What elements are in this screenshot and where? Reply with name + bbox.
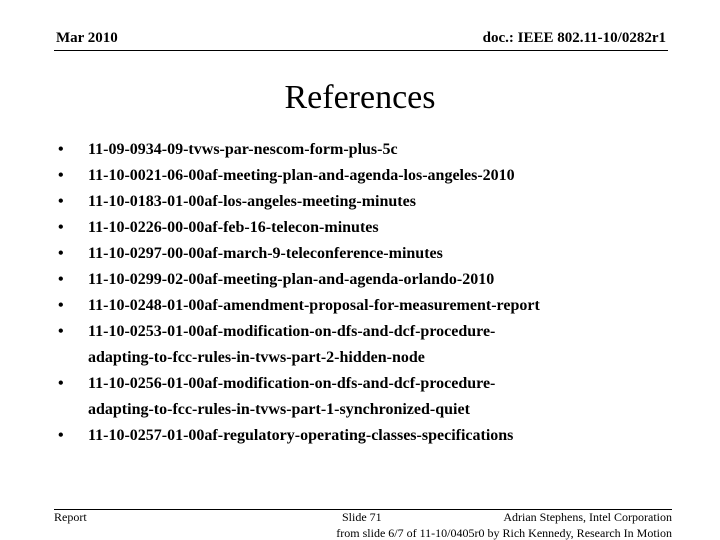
reference-item bbox=[58, 189, 678, 215]
footer-author: Adrian Stephens, Intel Corporation bbox=[503, 510, 672, 524]
reference-text bbox=[88, 293, 678, 319]
header-date: Mar 2010 bbox=[56, 30, 118, 46]
reference-item bbox=[58, 293, 678, 319]
bullet-icon: • bbox=[58, 193, 64, 210]
bullet-icon: • bbox=[58, 219, 64, 236]
bullet-icon: • bbox=[58, 375, 64, 392]
reference-text bbox=[88, 423, 678, 449]
reference-line: 11-10-0226-00-00af-feb-16-telecon-minutes bbox=[88, 219, 379, 236]
header-divider bbox=[54, 50, 668, 51]
bullet-icon: • bbox=[58, 323, 64, 340]
slide-number: Slide 71 bbox=[342, 510, 382, 524]
bullet-icon: • bbox=[58, 271, 64, 288]
reference-line: 11-10-0256-01-00af-modification-on-dfs-and-dcf-procedure- bbox=[88, 375, 496, 392]
reference-item bbox=[58, 241, 678, 267]
reference-line: 11-10-0253-01-00af-modification-on-dfs-and-dcf-procedure- bbox=[88, 323, 496, 340]
reference-item bbox=[58, 371, 678, 423]
reference-text bbox=[88, 215, 678, 241]
reference-item bbox=[58, 423, 678, 449]
reference-text bbox=[88, 241, 678, 267]
reference-item bbox=[58, 267, 678, 293]
bullet-icon: • bbox=[58, 167, 64, 184]
reference-text bbox=[88, 267, 678, 293]
reference-line: 11-10-0297-00-00af-march-9-teleconference-minutes bbox=[88, 245, 443, 262]
reference-item bbox=[58, 137, 678, 163]
reference-line: 11-10-0248-01-00af-amendment-proposal-for-measurement-report bbox=[88, 297, 540, 314]
reference-line: adapting-to-fcc-rules-in-tvws-part-1-synchronized-quiet bbox=[88, 401, 470, 418]
reference-line: 11-10-0021-06-00af-meeting-plan-and-agenda-los-angeles-2010 bbox=[88, 167, 515, 184]
slide-title: References bbox=[284, 79, 436, 116]
reference-line: adapting-to-fcc-rules-in-tvws-part-2-hidden-node bbox=[88, 349, 425, 366]
reference-text bbox=[88, 319, 678, 371]
reference-list bbox=[58, 137, 678, 449]
header-doc-id: doc.: IEEE 802.11-10/0282r1 bbox=[482, 30, 666, 46]
reference-text bbox=[88, 137, 678, 163]
bullet-icon: • bbox=[58, 141, 64, 158]
bullet-icon: • bbox=[58, 245, 64, 262]
footer-source-note: from slide 6/7 of 11-10/0405r0 by Rich Kennedy, Research In Motion bbox=[336, 526, 672, 540]
reference-line: 11-10-0183-01-00af-los-angeles-meeting-minutes bbox=[88, 193, 416, 210]
reference-item bbox=[58, 163, 678, 189]
reference-text bbox=[88, 371, 678, 423]
reference-line: 11-10-0257-01-00af-regulatory-operating-classes-specifications bbox=[88, 427, 514, 444]
reference-text bbox=[88, 163, 678, 189]
reference-item bbox=[58, 319, 678, 371]
reference-text bbox=[88, 189, 678, 215]
bullet-icon: • bbox=[58, 427, 64, 444]
bullet-icon: • bbox=[58, 297, 64, 314]
footer-label: Report bbox=[54, 510, 87, 524]
reference-line: 11-09-0934-09-tvws-par-nescom-form-plus-5c bbox=[88, 141, 398, 158]
reference-item bbox=[58, 215, 678, 241]
reference-line: 11-10-0299-02-00af-meeting-plan-and-agenda-orlando-2010 bbox=[88, 271, 495, 288]
